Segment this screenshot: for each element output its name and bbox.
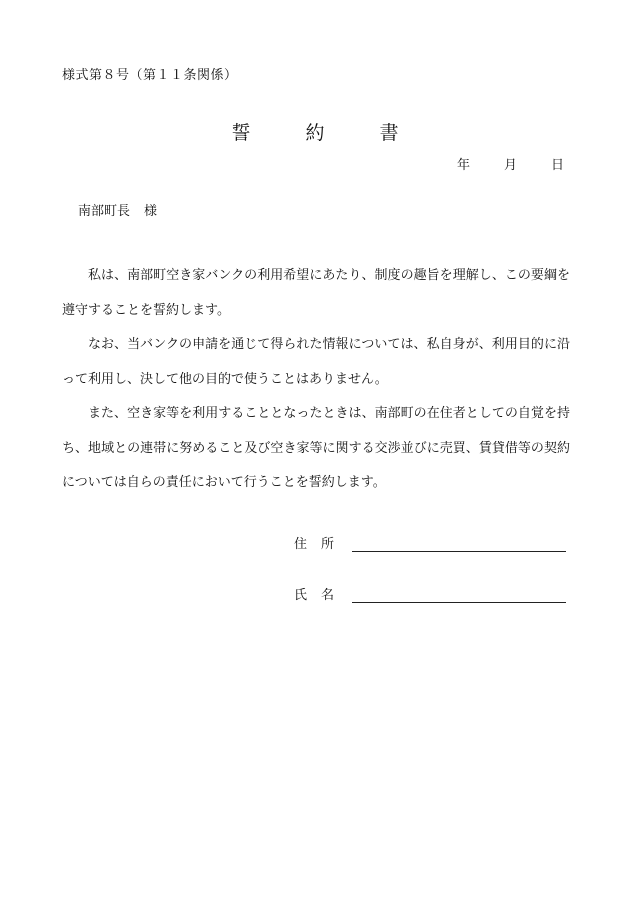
addressee-honorific: 様: [144, 204, 158, 219]
date-year-label: 年: [456, 158, 470, 173]
pledge-body: [62, 259, 570, 501]
addressee-name: 南部町長: [78, 204, 131, 219]
name-label: 氏名: [294, 588, 349, 603]
address-label: 住所: [294, 537, 349, 552]
addressee: [78, 200, 157, 219]
document-title: 誓 約 書: [231, 122, 417, 144]
address-blank-line[interactable]: [352, 537, 566, 552]
name-signature-row: [294, 584, 566, 603]
pledge-paragraph-3: また、空き家等を利用することとなったときは、南部町の在住者としての自覚を持ち、地域との連帯に努めること及び空き家等に関する交渉並びに売買、賃貸借等の契約については自らの責任において行うことを誓約します。: [62, 406, 570, 490]
name-blank-line[interactable]: [352, 588, 566, 603]
form-number: 様式第８号（第１１条関係）: [62, 68, 238, 83]
pledge-paragraph-2: なお、当バンクの申請を通じて得られた情報については、私自身が、利用目的に沿って利用し、決して他の目的で使うことはありません。: [62, 337, 570, 387]
address-signature-row: [294, 533, 566, 552]
date-month-label: 月: [503, 158, 517, 173]
pledge-paragraph-1: 私は、南部町空き家バンクの利用希望にあたり、制度の趣旨を理解し、この要綱を遵守することを誓約します。: [62, 268, 570, 318]
date-day-label: 日: [550, 158, 564, 173]
date-line: [457, 154, 564, 173]
